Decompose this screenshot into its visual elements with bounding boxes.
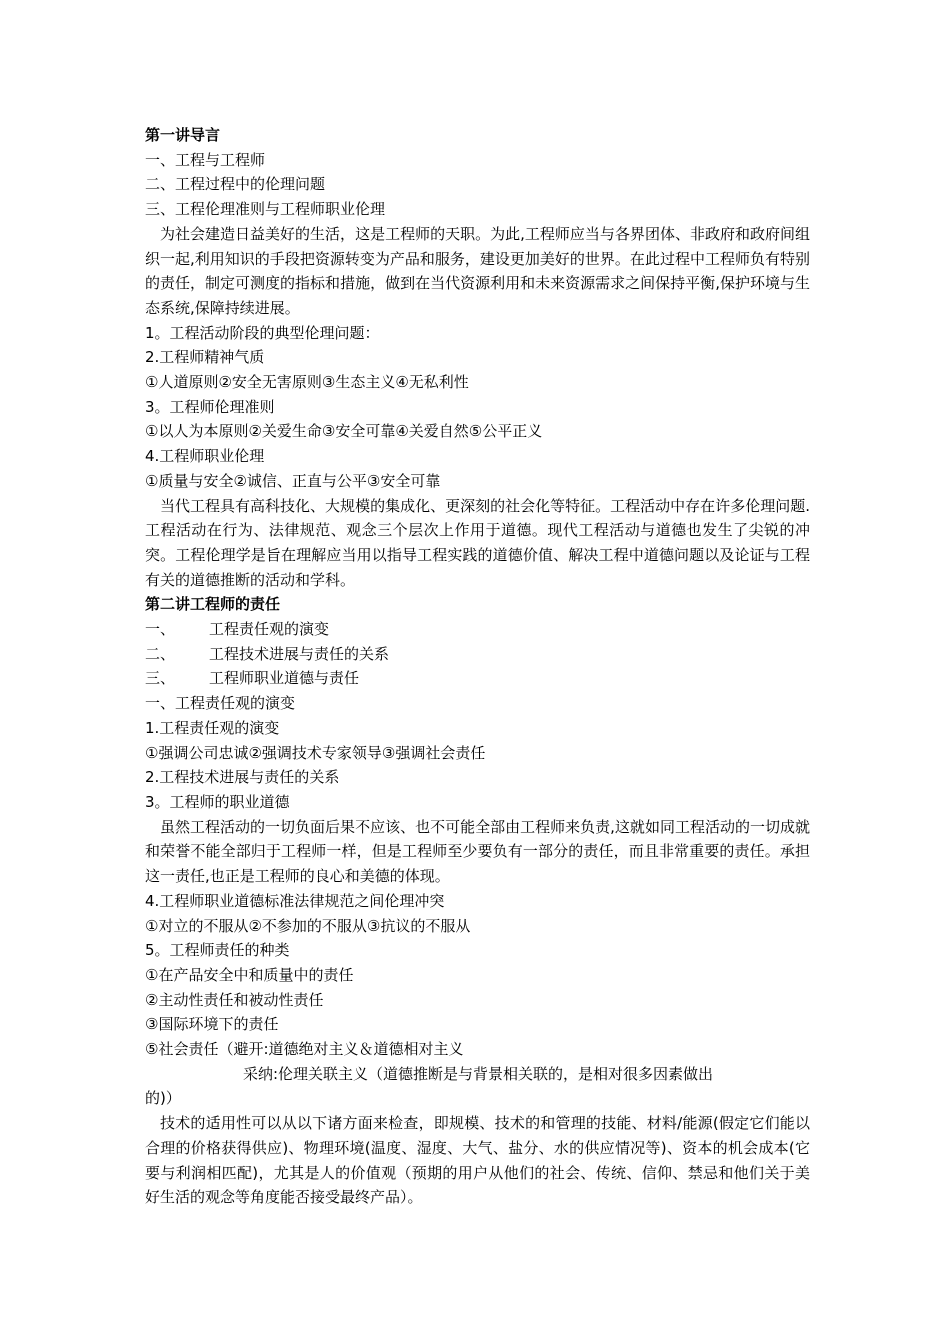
section-heading: 3。工程师伦理准则 — [145, 397, 275, 416]
list-line: ①在产品安全中和质量中的责任 — [145, 965, 354, 984]
paragraph: 当代工程具有高科技化、大规模的集成化、更深刻的社会化等特征。工程活动中存在许多伦理问题.工程活动在行为、法律规范、观念三个层次上作用于道德。现代工程活动与道德也发生了尖锐的冲突。工程伦理学是旨在理解应当用以指导工程实践的道德价值、解决工程中道德问题以及论证与工程有关的道德推断的活动和学科。 — [145, 496, 810, 589]
lecture1-title: 第一讲导言 — [145, 126, 221, 144]
document-body — [145, 123, 810, 1210]
list-line: ③国际环境下的责任 — [145, 1015, 279, 1034]
outline-item — [145, 642, 810, 667]
outline-text: 工程责任观的演变 — [209, 620, 330, 639]
section-heading: 3。工程师的职业道德 — [145, 792, 290, 811]
list-line-continued: 采纳:伦理关联主义（道德推断是与背景相关联的，是相对很多因素做出 — [243, 1064, 714, 1083]
outline-item: 三、工程伦理准则与工程师职业伦理 — [145, 200, 386, 219]
outline-number: 一、 — [145, 620, 176, 639]
section-heading: 4.工程师职业伦理 — [145, 447, 265, 466]
paragraph: 技术的适用性可以从以下诸方面来检查，即规模、技术的和管理的技能、材料/能源(假定它们能以合理的价格获得供应)、物理环境(温度、湿度、大气、盐分、水的供应情况等)、资本的机会成本(它要与利润相匹配)，尤其是人的价值观（预期的用户从他们的社会、传统、信仰、禁忌和他们关于美好生活的观念等角度能否接受最终产品）。 — [145, 1114, 810, 1207]
list-line: ①质量与安全②诚信、正直与公平③安全可靠 — [145, 471, 441, 490]
section-heading: 1。工程活动阶段的典型伦理问题： — [145, 323, 380, 342]
paragraph: 虽然工程活动的一切负面后果不应该、也不可能全部由工程师来负责,这就如同工程活动的一切成就和荣誉不能全部归于工程师一样，但是工程师至少要负有一部分的责任，而且非常重要的责任。承担这一责任,也正是工程师的良心和美德的体现。 — [145, 817, 810, 886]
section-heading: 5。工程师责任的种类 — [145, 941, 290, 960]
outline-item — [145, 666, 810, 691]
list-line: ②主动性责任和被动性责任 — [145, 990, 324, 1009]
section-heading: 2.工程师精神气质 — [145, 348, 265, 367]
outline-number: 二、 — [145, 644, 176, 663]
paragraph: 为社会建造日益美好的生活，这是工程师的天职。为此,工程师应当与各界团体、非政府和政府间组织一起,利用知识的手段把资源转变为产品和服务，建设更加美好的世界。在此过程中工程师负有特别的责任，制定可测度的指标和措施，做到在当代资源利用和未来资源需求之间保持平衡,保护环境与生态系统,保障持续进展。 — [145, 224, 810, 317]
list-line: ①对立的不服从②不参加的不服从③抗议的不服从 — [145, 916, 471, 935]
outline-item — [145, 617, 810, 642]
outline-number: 三、 — [145, 669, 176, 688]
list-line-continued: 的)） — [145, 1089, 181, 1108]
list-line: ①以人为本原则②关爱生命③安全可靠④关爱自然⑤公平正义 — [145, 422, 543, 441]
list-line: ①强调公司忠诚②强调技术专家领导③强调社会责任 — [145, 743, 486, 762]
outline-text: 工程技术进展与责任的关系 — [209, 644, 390, 663]
section-heading: 一、工程责任观的演变 — [145, 694, 296, 713]
section-heading: 4.工程师职业道德标准法律规范之间伦理冲突 — [145, 891, 445, 910]
outline-item: 二、工程过程中的伦理问题 — [145, 175, 326, 194]
lecture2-title: 第二讲工程师的责任 — [145, 595, 281, 614]
outline-item: 一、工程与工程师 — [145, 150, 266, 169]
section-heading: 1.工程责任观的演变 — [145, 718, 280, 737]
list-line: ⑤社会责任（避开:道德绝对主义＆道德相对主义 — [145, 1040, 464, 1059]
list-line: ①人道原则②安全无害原则③生态主义④无私利性 — [145, 373, 469, 392]
section-heading: 2.工程技术进展与责任的关系 — [145, 768, 340, 787]
outline-text: 工程师职业道德与责任 — [209, 669, 360, 688]
